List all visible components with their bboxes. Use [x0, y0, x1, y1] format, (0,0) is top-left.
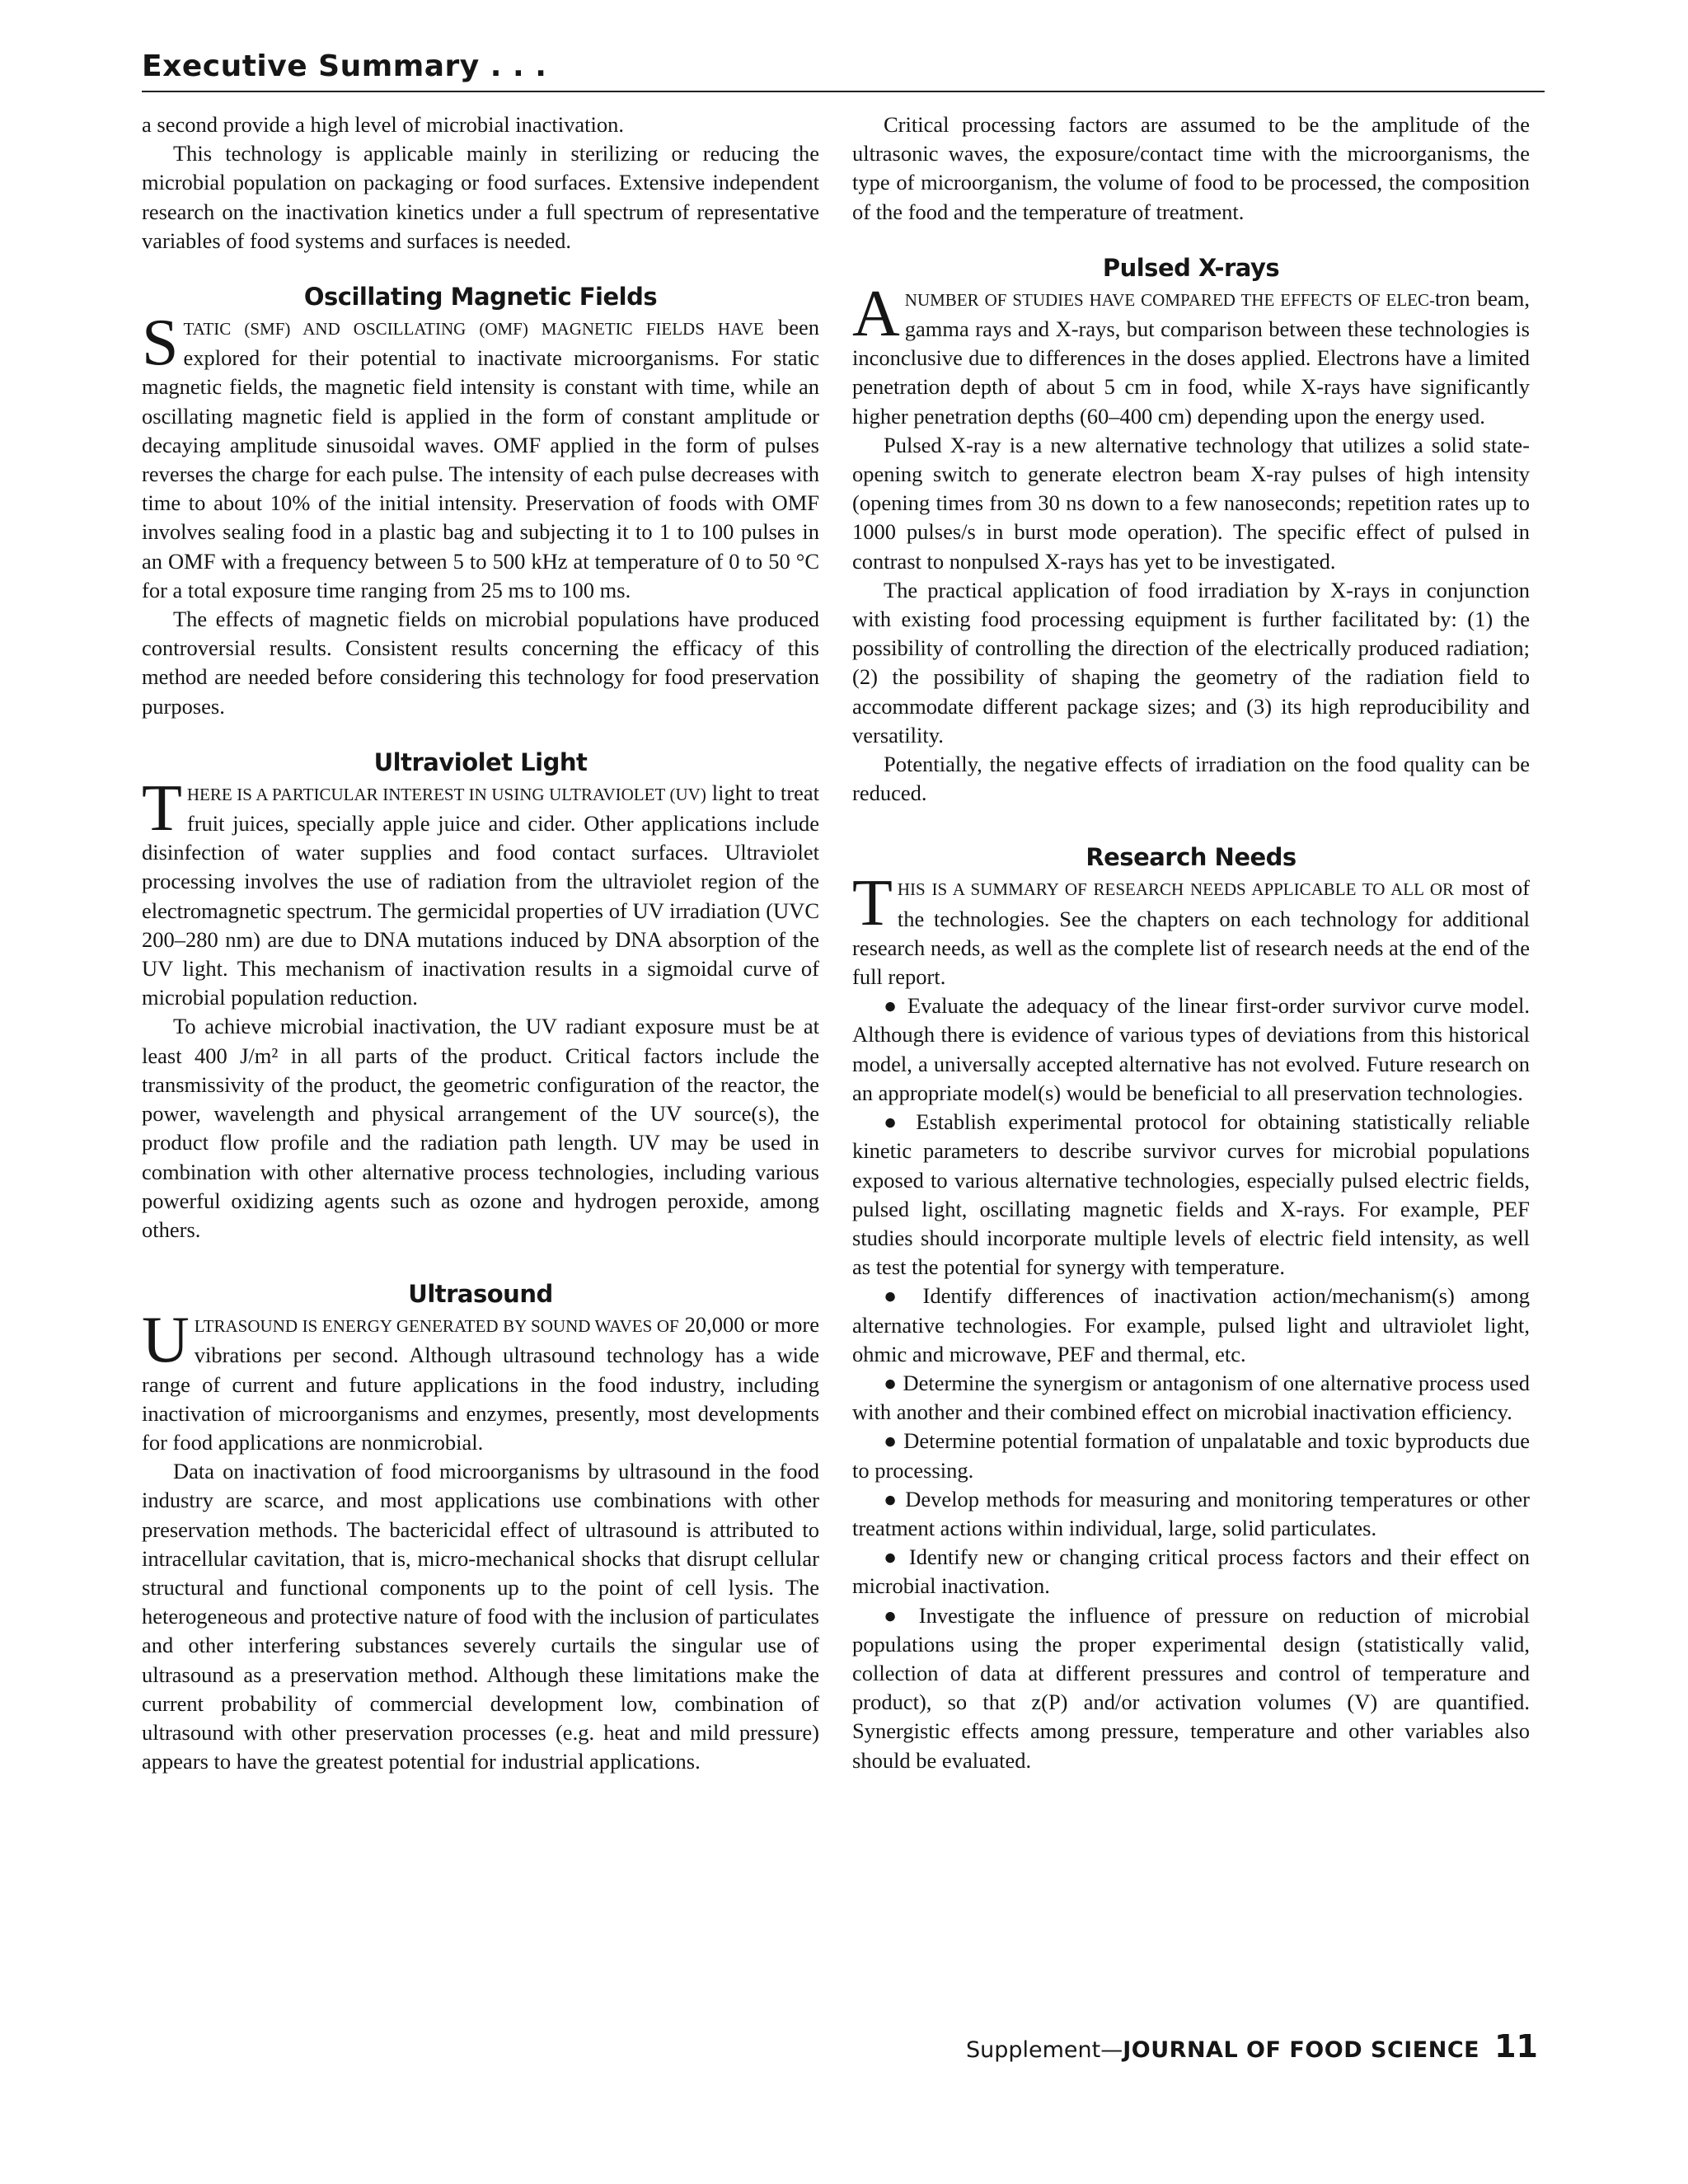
drop-cap: A	[852, 277, 900, 350]
lead-in-small-caps: HERE IS A PARTICULAR INTEREST IN USING ULTRAVIOLET (UV)	[186, 784, 706, 804]
bullet-item: ● Establish experimental protocol for obtaining statistically reliable kinetic parameters to describe survivor curves for microbial populations exposed to various alternative technologies, especially pulsed electric fields, pulsed light, oscillating magnetic fields and X-rays. For example, PEF studies should incorporate multiple levels of electric field intensity, as well as test the potential for synergy with temperature.	[852, 1109, 1530, 1280]
paragraph: Critical processing factors are assumed to be the amplitude of the ultrasonic waves, the exposure/contact time with the microorganisms, the type of microorganism, the volume of food to be processed, the composition of the food and the temperature of treatment.	[852, 112, 1530, 224]
paragraph	[142, 771, 819, 1013]
header-rule	[142, 91, 1545, 92]
paragraph: Pulsed X-ray is a new alternative technology that utilizes a solid state-opening switch to generate electron beam X-ray pulses of high intensity (opening times from 30 ns down to a few nanoseconds; repetition rates up to 1000 pulses/s in burst mode operation). The specific effect of pulsed in contrast to nonpulsed X-rays has yet to be investigated.	[852, 432, 1530, 574]
paragraph	[142, 307, 819, 605]
drop-cap: T	[852, 867, 893, 940]
paragraph: Potentially, the negative effects of irradiation on the food quality can be reduced.	[852, 752, 1530, 806]
paragraph-text: been explored for their potential to inactivate microorganisms. For static magnetic fields, the magnetic field intensity is constant with time, while an oscillating magnetic field is applied in the form of constant amplitude or decaying amplitude sinusoidal waves. OMF applied in the form of pulses reverses the charge for each pulse. The intensity of each pulse decreases with time to about 10% of the initial intensity. Preservation of foods with OMF involves sealing food in a plastic bag and subjecting it to 1 to 100 pulses in an OMF with a frequency between 5 to 500 kHz at temperature of 0 to 50 °C for a total exposure time ranging from 25 ms to 100 ms.	[142, 315, 819, 602]
bullet-item: ● Determine potential formation of unpalatable and toxic byproducts due to processing.	[852, 1428, 1530, 1483]
page-number: 11	[1494, 2028, 1538, 2064]
paragraph-text: light to treat fruit juices, specially apple juice and cider. Other applications include disinfection of water supplies and food contact surfaces. Ultraviolet processing involves the use of radiation from the ultraviolet region of the electromagnetic spectrum. The germicidal properties of UV irradiation (UVC 200–280 nm) are due to DNA mutations induced by DNA absorption of the UV light. This mechanism of inactivation results in a sigmoidal curve of microbial population reduction.	[142, 780, 819, 1010]
paragraph: The practical application of food irradiation by X-rays in conjunction with existing food processing equipment is further facilitated by: (1) the possibility of controlling the direction of the electrically produced radiation; (2) the possibility of shaping the geometry of the radiation field to accommodate different package sizes; and (3) its high reproducibility and versatility.	[852, 577, 1530, 748]
right-column	[852, 110, 1530, 1775]
page-footer	[966, 2028, 1538, 2064]
running-head: Executive Summary . . .	[142, 49, 547, 83]
bullet-item: ● Develop methods for measuring and monitoring temperatures or other treatment actions within individual, large, solid particulates.	[852, 1486, 1530, 1540]
paragraph	[852, 867, 1530, 991]
lead-in-small-caps: LTRASOUND IS ENERGY GENERATED BY SOUND WAVES OF	[194, 1316, 679, 1337]
left-column	[142, 110, 819, 1776]
paragraph-text: most of the technologies. See the chapters on each technology for additional research needs, as well as the complete list of research needs at the end of the full report.	[852, 875, 1530, 990]
bullet-item: ● Evaluate the adequacy of the linear first-order survivor curve model. Although there is evidence of various types of deviations from this historical model, a universally accepted alternative has not evolved. Future research on an appropriate model(s) would be beneficial to all preservation technologies.	[852, 993, 1530, 1105]
paragraph: The effects of magnetic fields on microbial populations have produced controversial results. Consistent results concerning the efficacy of this method are needed before considering this technology for food preservation purposes.	[142, 607, 819, 719]
drop-cap: T	[142, 771, 182, 845]
footer-journal-name: JOURNAL OF FOOD SCIENCE	[1123, 2037, 1480, 2063]
paragraph-text: tron beam, gamma rays and X-rays, but comparison between these technologies is inconclusive due to differences in the doses applied. Electrons have a limited penetration depth of about 5 cm in food, while X-rays have significantly higher penetration depths (60–400 cm) depending upon the energy used.	[852, 285, 1530, 429]
bullet-item: ● Investigate the influence of pressure on reduction of microbial populations using the proper experimental design (statistically valid, collection of data at different pressures and control of temperature and product), so that z(P) and/or activation volumes (V) are quantified. Synergistic effects among pressure, temperature and other variables also should be evaluated.	[852, 1602, 1530, 1773]
paragraph: To achieve microbial inactivation, the UV radiant exposure must be at least 400 J/m² in all parts of the product. Critical factors include the transmissivity of the product, the geometric configuration of the reactor, the power, wavelength and physical arrangement of the UV source(s), the product flow profile and the radiation path length. UV may be used in combination with other alternative process technologies, including various powerful oxidizing agents such as ozone and hydrogen peroxide, among others.	[142, 1014, 819, 1242]
section-heading-ultraviolet-light: Ultraviolet Light	[373, 748, 588, 776]
bullet-item: ● Identify differences of inactivation action/mechanism(s) among alternative technologies. For example, pulsed light and ultraviolet light, ohmic and microwave, PEF and thermal, etc.	[852, 1283, 1530, 1366]
paragraph: Data on inactivation of food microorganisms by ultrasound in the food industry are scarce, and most applications use combinations with other preservation methods. The bactericidal effect of ultrasound is attributed to intracellular cavitation, that is, micro-mechanical shocks that disrupt cellular structural and functional components up to the point of cell lysis. The heterogeneous and protective nature of food with the inclusion of particulates and other interfering substances severely curtails the singular use of ultrasound as a preservation method. Although these limitations make the current probability of commercial development low, combination of ultrasound with other preservation processes (e.g. heat and mild pressure) appears to have the greatest potential for industrial applications.	[142, 1459, 819, 1774]
paragraph	[852, 277, 1530, 431]
footer-supplement: Supplement—	[965, 2037, 1123, 2063]
paragraph-text: 20,000 or more vibrations per second. Although ultrasound technology has a wide range of current and future applications in the food industry, including inactivation of microorganisms and enzymes, presently, most developments for food applications are nonmicrobial.	[142, 1312, 819, 1455]
lead-in-small-caps: HIS IS A SUMMARY OF RESEARCH NEEDS APPLICABLE TO ALL OR	[897, 879, 1455, 900]
lead-in-small-caps: TATIC (SMF) AND OSCILLATING (OMF) MAGNETIC FIELDS HAVE	[183, 319, 764, 340]
paragraph: a second provide a high level of microbial inactivation.	[142, 112, 625, 137]
paragraph: This technology is applicable mainly in sterilizing or reducing the microbial population on packaging or food surfaces. Extensive independent research on the inactivation kinetics under a full spectrum of representative variables of food systems and surfaces is needed.	[142, 141, 819, 253]
section-heading-pulsed-x-rays: Pulsed X-rays	[1102, 253, 1280, 282]
section-heading-ultrasound: Ultrasound	[408, 1280, 553, 1309]
paragraph	[142, 1304, 819, 1457]
section-heading-research-needs: Research Needs	[1085, 843, 1296, 872]
bullet-item: ● Identify new or changing critical process factors and their effect on microbial inactivation.	[852, 1544, 1530, 1599]
section-heading-oscillating-magnetic-fields: Oscillating Magnetic Fields	[303, 283, 658, 312]
lead-in-small-caps: NUMBER OF STUDIES HAVE COMPARED THE EFFECTS OF ELEC-	[904, 289, 1435, 310]
drop-cap: S	[142, 307, 179, 380]
drop-cap: U	[142, 1304, 190, 1377]
bullet-item: ● Determine the synergism or antagonism of one alternative process used with another and their combined effect on microbial inactivation efficiency.	[852, 1370, 1530, 1425]
